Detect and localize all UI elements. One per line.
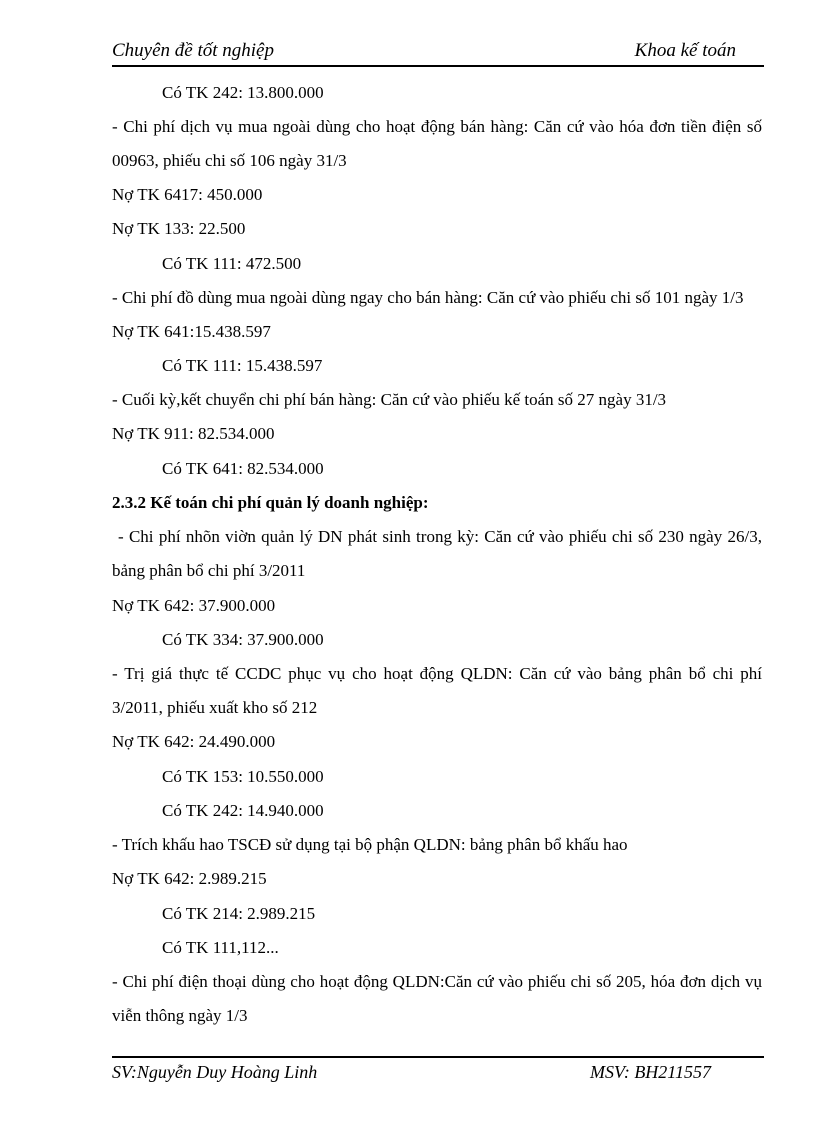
footer-divider: [112, 1056, 764, 1058]
text-line: - Cuối kỳ,kết chuyển chi phí bán hàng: Căn cứ vào phiếu kế toán số 27 ngày 31/3: [112, 390, 667, 409]
text-line: 00963, phiếu chi số 106 ngày 31/3: [112, 151, 347, 170]
header-divider: [112, 65, 764, 67]
text-line: Có TK 153: 10.550.000: [162, 767, 324, 786]
text-line: Có TK 111: 15.438.597: [162, 356, 323, 375]
text-line: Nợ TK 641:15.438.597: [112, 322, 271, 341]
text-line: Nợ TK 642: 2.989.215: [112, 869, 267, 888]
text-line: Có TK 111: 472.500: [162, 254, 302, 273]
text-line: bảng phân bổ chi phí 3/2011: [112, 561, 306, 580]
text-line: Nợ TK 911: 82.534.000: [112, 424, 275, 443]
text-line: - Chi phí điện thoại dùng cho hoạt động QLDN:Căn cứ vào phiếu chi số 205, hóa đơn dịch vụ: [112, 972, 762, 991]
text-line: - Chi phí nhõn viờn quản lý DN phát sinh trong kỳ: Căn cứ vào phiếu chi số 230 ngày 26/3,: [118, 527, 762, 546]
text-line: Có TK 242: 14.940.000: [162, 801, 324, 820]
text-line: Nợ TK 642: 37.900.000: [112, 596, 276, 615]
footer-student-name: SV:Nguyễn Duy Hoàng Linh: [112, 1062, 318, 1082]
text-line: Có TK 641: 82.534.000: [162, 459, 324, 478]
header-department: Khoa kế toán: [634, 40, 736, 61]
text-line: Có TK 334: 37.900.000: [162, 630, 324, 649]
text-line: Nợ TK 133: 22.500: [112, 219, 246, 238]
text-line: - Trị giá thực tế CCDC phục vụ cho hoạt động QLDN: Căn cứ vào bảng phân bổ chi phí: [112, 664, 762, 683]
text-line: viễn thông ngày 1/3: [112, 1006, 248, 1025]
text-line: Có TK 242: 13.800.000: [162, 83, 324, 102]
footer-student-id: MSV: BH211557: [590, 1062, 711, 1082]
section-heading: 2.3.2 Kế toán chi phí quản lý doanh nghiệp:: [112, 493, 429, 512]
text-line: Nợ TK 642: 24.490.000: [112, 732, 276, 751]
header-thesis-title: Chuyên đề tốt nghiệp: [112, 40, 274, 61]
page-header: [112, 40, 764, 64]
text-line: 3/2011, phiếu xuất kho số 212: [112, 698, 318, 717]
text-line: Có TK 111,112...: [162, 938, 279, 957]
text-line: - Trích khấu hao TSCĐ sử dụng tại bộ phận QLDN: bảng phân bổ khấu hao: [112, 835, 628, 854]
text-line: Nợ TK 6417: 450.000: [112, 185, 263, 204]
text-line: - Chi phí đồ dùng mua ngoài dùng ngay cho bán hàng: Căn cứ vào phiếu chi số 101 ngày 1/3: [112, 288, 744, 307]
text-line: - Chi phí dịch vụ mua ngoài dùng cho hoạt động bán hàng: Căn cứ vào hóa đơn tiền điện số: [112, 117, 762, 136]
text-line: Có TK 214: 2.989.215: [162, 904, 316, 923]
